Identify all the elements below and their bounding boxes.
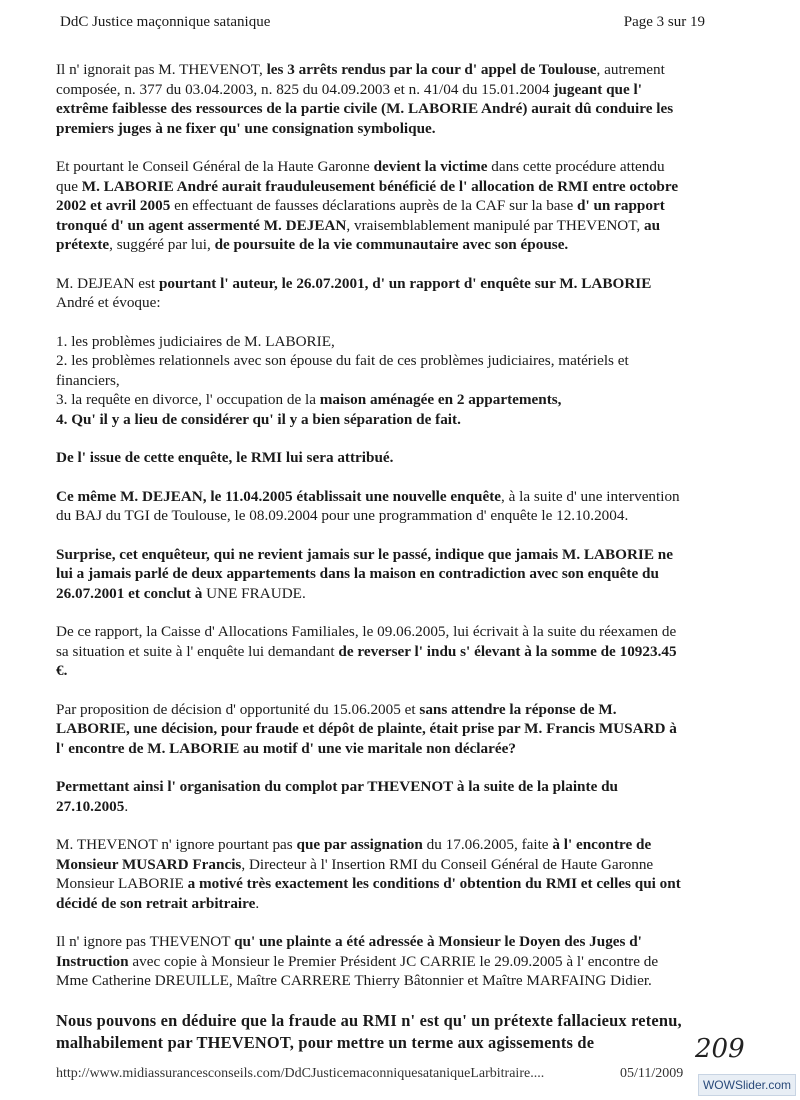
text-run: , suggéré par lui, xyxy=(109,236,215,253)
text-run: , à la suite d' une intervention du BAJ du TGI de Toulouse, le 08.09.2004 pour une programmation d' enquête le 12.10.2004. xyxy=(56,487,680,524)
bold-text-run: jugeant que l' extrême faiblesse des ressources de la partie civile (M. LABORIE André) aurait dû conduire les premiers juges à ne fixer qu' une consignation symbolique. xyxy=(56,80,674,137)
text-run: M. DEJEAN est xyxy=(56,274,159,292)
paragraph xyxy=(56,1010,686,1054)
text-run: dans cette procédure attendu que xyxy=(56,158,665,195)
watermark: WOWSlider.com xyxy=(698,1074,796,1096)
document-title: DdC Justice maçonnique satanique xyxy=(60,14,271,30)
bold-text-run: à l' encontre de Monsieur MUSARD Francis xyxy=(56,836,652,873)
bold-text-run: de poursuite de la vie communautaire avec son épouse. xyxy=(214,236,569,253)
paragraph xyxy=(56,777,686,816)
footer-url: http://www.midiassurancesconseils.com/DdCJusticemaconniquesataniqueLarbitraire.... xyxy=(56,1066,545,1081)
bold-text-run: que par assignation xyxy=(296,836,423,853)
text-run: Et pourtant le Conseil Général de la Haute Garonne xyxy=(56,158,374,175)
text-run: M. THEVENOT n' ignore pourtant pas xyxy=(56,836,297,853)
paragraph xyxy=(56,274,686,313)
text-run: en effectuant de fausses déclarations auprès de la CAF sur la base xyxy=(170,197,577,214)
bold-text-run: Nous pouvons en déduire que la fraude au RMI n' est qu' un prétexte fallacieux retenu, malhabilement par THEVENOT, pour mettre un terme aux agissements de xyxy=(56,1010,682,1052)
bold-text-run: devient la victime xyxy=(373,158,488,175)
footer-date: 05/11/2009 xyxy=(620,1066,684,1081)
bold-text-run: de reverser l' indu s' élevant à la somme de 10923.45 €. xyxy=(56,642,677,679)
text-run: , Directeur à l' Insertion RMI du Conseil Général de Haute Garonne Monsieur LABORIE xyxy=(56,855,654,892)
text-run: 2. les problèmes relationnels avec son épouse du fait de ces problèmes judiciaires, matériels et financiers, xyxy=(56,352,629,389)
text-run: avec copie à Monsieur le Premier Président JC CARRIE le 29.09.2005 à l' encontre de Mme Catherine DREUILLE, Maître CARRERE Thierry Bâtonnier et Maître MARFAING Didier. xyxy=(56,952,659,989)
bold-text-run: De l' issue de cette enquête, le RMI lui sera attribué. xyxy=(56,449,394,466)
paragraph xyxy=(56,448,686,468)
bold-text-run: Ce même M. DEJEAN, le 11.04.2005 établissait une nouvelle enquête xyxy=(56,487,502,505)
text-run: UNE FRAUDE. xyxy=(206,584,306,602)
text-run: Par proposition de décision d' opportunité du 15.06.2005 et xyxy=(56,700,420,718)
text-run: . xyxy=(255,894,260,912)
text-run: . xyxy=(124,797,129,815)
document-body xyxy=(56,60,686,1073)
text-run: 3. la requête en divorce, l' occupation de la xyxy=(56,391,320,408)
paragraph xyxy=(56,545,686,604)
bold-text-run: les 3 arrêts rendus par la cour d' appel de Toulouse xyxy=(266,61,597,78)
text-run: André et évoque: xyxy=(56,294,161,311)
bold-text-run: Surprise, cet enquêteur, qui ne revient jamais sur le passé, indique que jamais M. LABORIE ne lui a jamais parlé de deux appartements dans la maison en contradiction avec son enquête du 26.07.2001 et conclut à xyxy=(56,545,673,602)
bold-text-run: au prétexte xyxy=(56,216,661,253)
text-run: , autrement composée, n. 377 du 03.04.2003, n. 825 du 04.09.2003 et n. 41/04 du 15.01.2004 xyxy=(56,61,665,98)
paragraph xyxy=(56,157,686,255)
handwritten-page-number: 209 xyxy=(695,1034,745,1064)
paragraph xyxy=(56,60,686,138)
text-run: 1. les problèmes judiciaires de M. LABORIE, xyxy=(56,332,335,350)
paragraph xyxy=(56,332,686,430)
text-run: du 17.06.2005, faite xyxy=(422,836,553,853)
text-run: Il n' ignorait pas M. THEVENOT, xyxy=(56,61,267,78)
bold-text-run: 4. Qu' il y a lieu de considérer qu' il y a bien séparation de fait. xyxy=(56,410,461,428)
page-number: Page 3 sur 19 xyxy=(623,14,705,30)
bold-text-run: d' un rapport tronqué d' un agent assermenté M. DEJEAN xyxy=(56,197,665,234)
bold-text-run: Permettant ainsi l' organisation du complot par THEVENOT à la suite de la plainte du 27.10.2005 xyxy=(56,778,618,815)
bold-text-run: qu' une plainte a été adressée à Monsieur le Doyen des Juges d' Instruction xyxy=(56,933,642,970)
bold-text-run: a motivé très exactement les conditions d' obtention du RMI et celles qui ont décidé de son retrait arbitraire xyxy=(56,875,681,912)
text-run: De ce rapport, la Caisse d' Allocations Familiales, le 09.06.2005, lui écrivait à la suite du réexamen de sa situation et suite à l' enquête lui demandant xyxy=(56,623,677,660)
bold-text-run: sans attendre la réponse de M. LABORIE, une décision, pour fraude et dépôt de plainte, était prise par M. Francis MUSARD à l' encontre de M. LABORIE au motif d' une vie maritale non déclarée? xyxy=(56,700,677,757)
text-run: Il n' ignore pas THEVENOT xyxy=(56,933,235,950)
text-run: , vraisemblablement manipulé par THEVENOT, xyxy=(346,216,645,234)
paragraph xyxy=(56,932,686,991)
paragraph xyxy=(56,835,686,913)
bold-text-run: pourtant l' auteur, le 26.07.2001, d' un rapport d' enquête sur M. LABORIE xyxy=(158,274,652,292)
bold-text-run: maison aménagée en 2 appartements, xyxy=(319,391,562,408)
paragraph xyxy=(56,700,686,759)
bold-text-run: M. LABORIE André aurait frauduleusement bénéficié de l' allocation de RMI entre octobre 2002 et avril 2005 xyxy=(56,177,679,214)
paragraph xyxy=(56,487,686,526)
paragraph xyxy=(56,622,686,681)
